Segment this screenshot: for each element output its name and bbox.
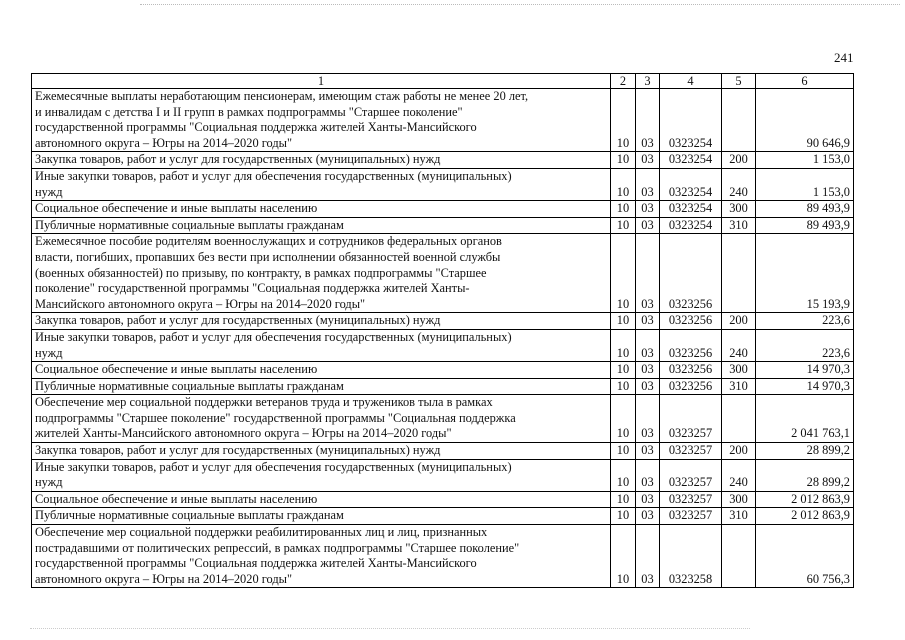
table-row: [32, 491, 854, 508]
amount-cell: 1 153,0: [756, 168, 854, 200]
row-name-cell: Ежемесячное пособие родителям военнослужащих и сотрудников федеральных органов власти, погибших, пропавших без вести при исполнении обязанностей военной службы (военных обязанностей) по призыву, по контракту, в рамках подпрограммы "Старшее поколение" государственной программы "Социальная поддержка жителей Ханты- Мансийского автономного округа – Югры на 2014–2020 годы": [32, 234, 611, 313]
expense-type-cell: 200: [722, 443, 756, 460]
page-number: 241: [834, 50, 854, 65]
amount-cell: 223,6: [756, 313, 854, 330]
table-row: [32, 152, 854, 169]
expense-type-cell: 300: [722, 362, 756, 379]
row-name-cell: Публичные нормативные социальные выплаты гражданам: [32, 378, 611, 395]
table-row: [32, 395, 854, 443]
target-article-cell: 0323254: [660, 217, 722, 234]
section-code-cell: 10: [611, 395, 636, 443]
expense-type-cell: 240: [722, 459, 756, 491]
section-code-cell: 10: [611, 508, 636, 525]
header-col-1: 1: [32, 74, 611, 89]
table-row: [32, 201, 854, 218]
section-code-cell: 10: [611, 152, 636, 169]
table-row: [32, 168, 854, 200]
amount-cell: 15 193,9: [756, 234, 854, 313]
table-row: [32, 525, 854, 588]
subsection-code-cell: 03: [636, 313, 660, 330]
expense-type-cell: 240: [722, 168, 756, 200]
expense-type-cell: 310: [722, 378, 756, 395]
section-code-cell: 10: [611, 378, 636, 395]
expense-type-cell: [722, 395, 756, 443]
amount-cell: 28 899,2: [756, 459, 854, 491]
expense-type-cell: 300: [722, 201, 756, 218]
target-article-cell: 0323257: [660, 459, 722, 491]
target-article-cell: 0323258: [660, 525, 722, 588]
table-row: [32, 217, 854, 234]
target-article-cell: 0323257: [660, 508, 722, 525]
row-name-cell: Социальное обеспечение и иные выплаты населению: [32, 201, 611, 218]
row-name-cell: Закупка товаров, работ и услуг для государственных (муниципальных) нужд: [32, 152, 611, 169]
subsection-code-cell: 03: [636, 329, 660, 361]
subsection-code-cell: 03: [636, 395, 660, 443]
header-col-4: 4: [660, 74, 722, 89]
amount-cell: 14 970,3: [756, 362, 854, 379]
target-article-cell: 0323257: [660, 395, 722, 443]
header-row: [32, 74, 854, 89]
header-col-6: 6: [756, 74, 854, 89]
row-name-cell: Иные закупки товаров, работ и услуг для обеспечения государственных (муниципальных) нужд: [32, 459, 611, 491]
target-article-cell: 0323256: [660, 313, 722, 330]
section-code-cell: 10: [611, 525, 636, 588]
amount-cell: 89 493,9: [756, 217, 854, 234]
subsection-code-cell: 03: [636, 217, 660, 234]
target-article-cell: 0323254: [660, 152, 722, 169]
expense-type-cell: 300: [722, 491, 756, 508]
expense-type-cell: 240: [722, 329, 756, 361]
header-col-5: 5: [722, 74, 756, 89]
target-article-cell: 0323256: [660, 362, 722, 379]
scan-artifact-top: [140, 4, 900, 8]
section-code-cell: 10: [611, 329, 636, 361]
expense-type-cell: [722, 234, 756, 313]
table-body: [32, 89, 854, 588]
section-code-cell: 10: [611, 217, 636, 234]
table-row: [32, 313, 854, 330]
header-col-2: 2: [611, 74, 636, 89]
section-code-cell: 10: [611, 89, 636, 152]
subsection-code-cell: 03: [636, 459, 660, 491]
scan-artifact-bottom: [30, 628, 750, 632]
subsection-code-cell: 03: [636, 508, 660, 525]
row-name-cell: Закупка товаров, работ и услуг для государственных (муниципальных) нужд: [32, 443, 611, 460]
amount-cell: 14 970,3: [756, 378, 854, 395]
expense-type-cell: [722, 89, 756, 152]
table-row: [32, 378, 854, 395]
subsection-code-cell: 03: [636, 362, 660, 379]
row-name-cell: Ежемесячные выплаты неработающим пенсионерам, имеющим стаж работы не менее 20 лет, и инвалидам с детства I и II групп в рамках подпрограммы "Старшее поколение" государственной программы "Социальная поддержка жителей Ханты-Мансийского автономного округа – Югры на 2014–2020 годы": [32, 89, 611, 152]
section-code-cell: 10: [611, 443, 636, 460]
subsection-code-cell: 03: [636, 234, 660, 313]
subsection-code-cell: 03: [636, 152, 660, 169]
section-code-cell: 10: [611, 201, 636, 218]
amount-cell: 2 012 863,9: [756, 508, 854, 525]
amount-cell: 223,6: [756, 329, 854, 361]
subsection-code-cell: 03: [636, 201, 660, 218]
table-row: [32, 362, 854, 379]
target-article-cell: 0323256: [660, 329, 722, 361]
subsection-code-cell: 03: [636, 525, 660, 588]
table-row: [32, 508, 854, 525]
target-article-cell: 0323256: [660, 234, 722, 313]
row-name-cell: Социальное обеспечение и иные выплаты населению: [32, 362, 611, 379]
expense-type-cell: 310: [722, 508, 756, 525]
target-article-cell: 0323257: [660, 443, 722, 460]
subsection-code-cell: 03: [636, 443, 660, 460]
subsection-code-cell: 03: [636, 168, 660, 200]
expense-type-cell: 200: [722, 152, 756, 169]
target-article-cell: 0323254: [660, 168, 722, 200]
section-code-cell: 10: [611, 234, 636, 313]
subsection-code-cell: 03: [636, 378, 660, 395]
header-col-3: 3: [636, 74, 660, 89]
row-name-cell: Публичные нормативные социальные выплаты гражданам: [32, 508, 611, 525]
row-name-cell: Обеспечение мер социальной поддержки ветеранов труда и тружеников тыла в рамках подпрограммы "Старшее поколение" государственной программы "Социальная поддержка жителей Ханты-Мансийского автономного округа – Югры на 2014–2020 годы": [32, 395, 611, 443]
amount-cell: 2 041 763,1: [756, 395, 854, 443]
amount-cell: 90 646,9: [756, 89, 854, 152]
amount-cell: 2 012 863,9: [756, 491, 854, 508]
section-code-cell: 10: [611, 362, 636, 379]
table-row: [32, 89, 854, 152]
row-name-cell: Социальное обеспечение и иные выплаты населению: [32, 491, 611, 508]
table-row: [32, 234, 854, 313]
table-row: [32, 459, 854, 491]
expense-type-cell: [722, 525, 756, 588]
row-name-cell: Закупка товаров, работ и услуг для государственных (муниципальных) нужд: [32, 313, 611, 330]
amount-cell: 1 153,0: [756, 152, 854, 169]
table-row: [32, 443, 854, 460]
target-article-cell: 0323257: [660, 491, 722, 508]
expense-type-cell: 200: [722, 313, 756, 330]
row-name-cell: Публичные нормативные социальные выплаты гражданам: [32, 217, 611, 234]
row-name-cell: Иные закупки товаров, работ и услуг для обеспечения государственных (муниципальных) нужд: [32, 168, 611, 200]
section-code-cell: 10: [611, 459, 636, 491]
amount-cell: 28 899,2: [756, 443, 854, 460]
expense-type-cell: 310: [722, 217, 756, 234]
row-name-cell: Иные закупки товаров, работ и услуг для обеспечения государственных (муниципальных) нужд: [32, 329, 611, 361]
target-article-cell: 0323254: [660, 89, 722, 152]
subsection-code-cell: 03: [636, 491, 660, 508]
section-code-cell: 10: [611, 168, 636, 200]
amount-cell: 60 756,3: [756, 525, 854, 588]
target-article-cell: 0323254: [660, 201, 722, 218]
row-name-cell: Обеспечение мер социальной поддержки реабилитированных лиц и лиц, признанных пострадавшими от политических репрессий, в рамках подпрограммы "Старшее поколение" государственной программы "Социальная поддержка жителей Ханты-Мансийского автономного округа – Югры на 2014–2020 годы": [32, 525, 611, 588]
section-code-cell: 10: [611, 313, 636, 330]
subsection-code-cell: 03: [636, 89, 660, 152]
budget-table: [31, 73, 854, 588]
section-code-cell: 10: [611, 491, 636, 508]
table-row: [32, 329, 854, 361]
amount-cell: 89 493,9: [756, 201, 854, 218]
target-article-cell: 0323256: [660, 378, 722, 395]
